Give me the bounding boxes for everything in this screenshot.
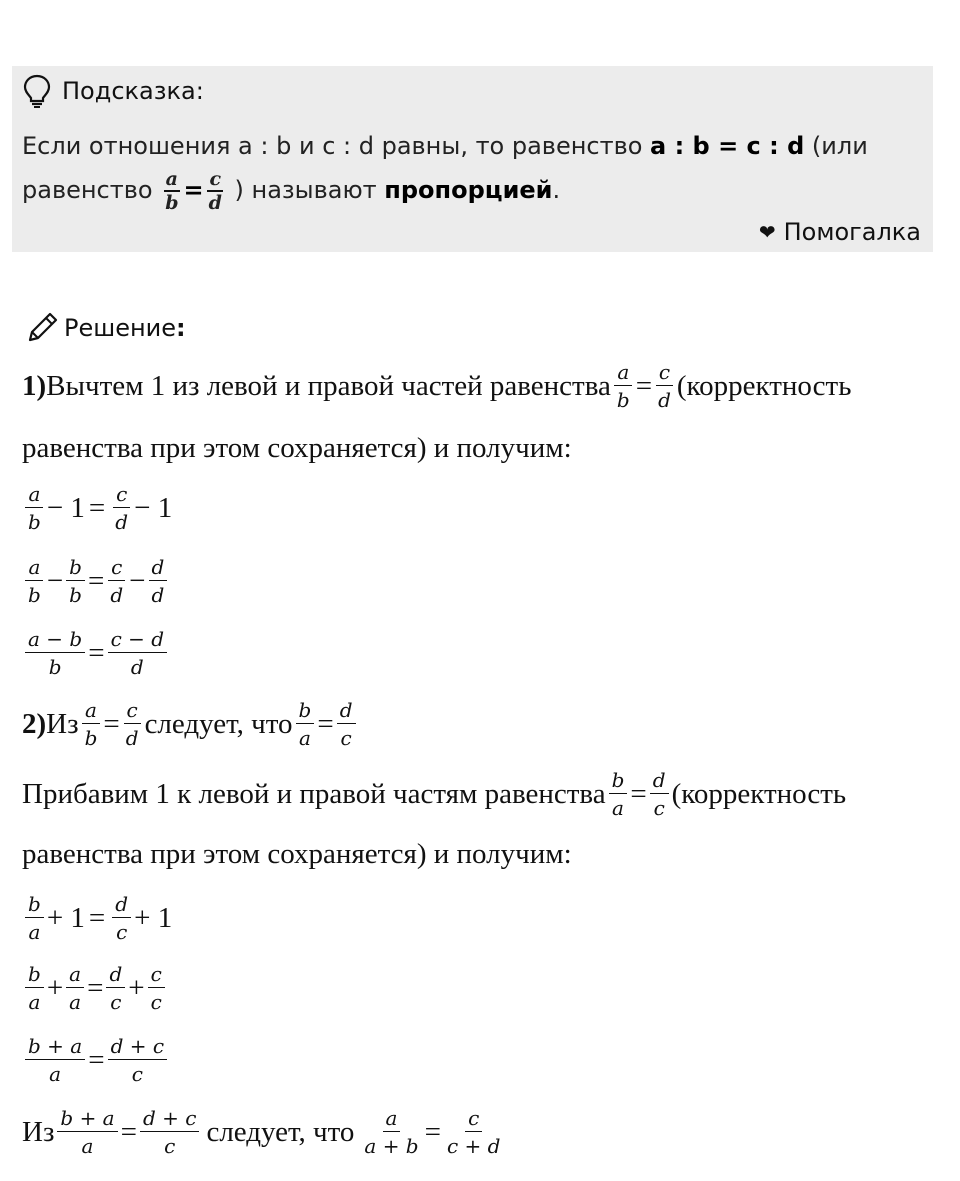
hint-header <box>22 74 204 108</box>
denominator: a <box>28 990 41 1014</box>
fraction <box>361 1108 421 1156</box>
numerator: c <box>148 964 165 988</box>
step2-line <box>22 700 359 748</box>
step-text: следует, что <box>144 708 293 740</box>
numerator: b <box>609 770 628 794</box>
hint-bold-equation: a : b = c : d <box>650 132 805 160</box>
helper-link[interactable] <box>759 218 921 246</box>
equation-line <box>22 1036 170 1084</box>
final-line <box>22 1108 506 1156</box>
hint-title: Подсказка: <box>62 77 204 105</box>
denominator: b <box>28 510 41 534</box>
fraction <box>107 557 126 605</box>
numerator: c <box>465 1108 482 1132</box>
equals-sign: = <box>183 176 204 204</box>
numerator: a <box>614 362 632 386</box>
denominator: c <box>110 990 122 1014</box>
numerator: a <box>383 1108 401 1132</box>
fraction <box>614 362 633 410</box>
denominator: b <box>84 726 98 750</box>
fraction <box>163 167 180 214</box>
fraction <box>123 700 142 748</box>
fraction <box>108 629 167 677</box>
fraction <box>25 964 44 1012</box>
numerator: a <box>66 964 84 988</box>
denominator: c <box>164 1134 176 1158</box>
equation-line <box>22 629 170 677</box>
fraction <box>25 557 44 605</box>
equals-sign: = <box>88 637 105 669</box>
operator: + 1 <box>46 902 85 934</box>
equals-sign: = <box>317 708 334 740</box>
step2-add-line2 <box>22 834 572 874</box>
fraction <box>112 484 131 532</box>
numerator: c − d <box>108 629 167 653</box>
step1-line2 <box>22 428 572 468</box>
equals-sign: = <box>120 1116 137 1148</box>
fraction <box>444 1108 503 1156</box>
numerator: d <box>106 964 125 988</box>
step-text: Прибавим 1 к левой и правой частям равенства <box>22 778 606 810</box>
step2-add-line <box>22 770 846 818</box>
numerator: a <box>82 700 100 724</box>
denominator: d <box>151 583 165 607</box>
numerator: d <box>112 894 131 918</box>
numerator: c <box>124 700 141 724</box>
pencil-icon <box>24 310 60 346</box>
operator: − 1 <box>46 492 85 524</box>
numerator: d <box>337 700 356 724</box>
numerator: d + c <box>140 1108 199 1132</box>
fraction <box>655 362 674 410</box>
numerator: d + c <box>108 1036 167 1060</box>
step-number: 2) <box>22 708 47 740</box>
denominator: b <box>69 583 82 607</box>
step-text: Из <box>22 1116 55 1148</box>
fraction <box>25 894 44 942</box>
hint-text-part: ) называют <box>226 176 385 204</box>
denominator: a <box>81 1134 94 1158</box>
step-text: (корректность <box>671 778 847 810</box>
denominator: a + b <box>364 1134 419 1158</box>
heart-icon: ❤ <box>758 220 776 244</box>
solution-title-colon: : <box>176 314 186 342</box>
numerator: a <box>25 484 43 508</box>
hint-bold-term: пропорцией <box>384 176 553 204</box>
solution-header <box>24 308 186 348</box>
equals-sign: = <box>630 778 647 810</box>
equals-sign: = <box>88 1044 105 1076</box>
step-text: равенства при этом сохраняется) и получим: <box>22 432 572 464</box>
fraction <box>207 167 224 214</box>
fraction <box>25 629 85 677</box>
denominator: d <box>115 510 129 534</box>
equals-sign: = <box>87 565 105 597</box>
step-text: равенства при этом сохраняется) и получим: <box>22 838 572 870</box>
fraction <box>112 894 131 942</box>
denominator: d <box>658 388 671 412</box>
numerator: a <box>25 557 43 581</box>
operator: − <box>129 565 146 597</box>
equals-sign: = <box>88 492 106 524</box>
numerator: b + a <box>25 1036 85 1060</box>
fraction <box>296 700 315 748</box>
numerator: b <box>66 557 85 581</box>
fraction <box>66 964 84 1012</box>
denominator: c <box>131 1062 143 1086</box>
denominator: c <box>340 726 352 750</box>
equals-sign: = <box>424 1116 441 1148</box>
fraction <box>82 700 101 748</box>
equation-line <box>22 894 172 942</box>
fraction <box>148 964 165 1012</box>
equation-line <box>22 484 172 532</box>
fraction <box>106 964 125 1012</box>
hint-box <box>12 66 933 252</box>
step1-line <box>22 362 851 410</box>
numerator: c <box>656 362 673 386</box>
denominator: c <box>653 796 665 820</box>
denominator: b <box>48 655 62 679</box>
hint-text <box>22 124 922 213</box>
operator: + <box>128 972 145 1004</box>
numerator: c <box>113 484 130 508</box>
step-text: (корректность <box>676 370 852 402</box>
fraction <box>25 1036 85 1084</box>
equals-sign: = <box>88 902 106 934</box>
denominator: a <box>49 1062 62 1086</box>
numerator: b <box>296 700 315 724</box>
denominator: b <box>28 583 41 607</box>
equation-line <box>22 964 168 1012</box>
denominator: c + d <box>446 1134 501 1158</box>
hint-text-part: . <box>552 176 561 204</box>
operator: + <box>46 972 64 1004</box>
fraction <box>66 557 85 605</box>
step-text: Вычтем 1 из левой и правой частей равенства <box>46 370 611 402</box>
denominator: b <box>165 191 179 214</box>
equation-line <box>22 557 170 605</box>
denominator: c <box>116 920 128 944</box>
fraction <box>140 1108 199 1156</box>
hint-text-part: равенство <box>22 176 161 204</box>
numerator: b + a <box>57 1108 117 1132</box>
numerator: d <box>650 770 669 794</box>
solution-title: Решение <box>64 314 177 342</box>
numerator: a − b <box>25 629 85 653</box>
denominator: a <box>298 726 311 750</box>
step-text: следует, что <box>206 1116 355 1148</box>
operator: + 1 <box>134 902 173 934</box>
equals-sign: = <box>103 708 120 740</box>
hint-text-part: (или <box>804 132 868 160</box>
operator: − <box>46 565 64 597</box>
helper-label: Помогалка <box>783 218 921 246</box>
denominator: d <box>110 583 124 607</box>
fraction <box>337 700 356 748</box>
step-number: 1) <box>22 370 47 402</box>
denominator: a <box>69 990 82 1014</box>
equals-sign: = <box>87 972 104 1004</box>
equals-sign: = <box>635 370 653 402</box>
operator: − 1 <box>134 492 173 524</box>
step-text: Из <box>46 708 79 740</box>
fraction <box>609 770 628 818</box>
numerator: c <box>209 167 222 190</box>
fraction <box>149 557 168 605</box>
numerator: b <box>25 964 44 988</box>
denominator: d <box>130 655 144 679</box>
numerator: d <box>149 557 168 581</box>
denominator: d <box>125 726 139 750</box>
lightbulb-icon <box>22 74 52 108</box>
hint-text-part: Если отношения a : b и c : d равны, то равенство <box>22 132 651 160</box>
fraction <box>57 1108 117 1156</box>
numerator: a <box>165 167 178 190</box>
denominator: c <box>150 990 162 1014</box>
denominator: a <box>612 796 624 820</box>
denominator: d <box>208 191 222 214</box>
fraction <box>25 484 44 532</box>
fraction <box>108 1036 167 1084</box>
denominator: b <box>616 388 630 412</box>
fraction <box>650 770 669 818</box>
denominator: a <box>28 920 41 944</box>
numerator: c <box>108 557 125 581</box>
numerator: b <box>25 894 44 918</box>
